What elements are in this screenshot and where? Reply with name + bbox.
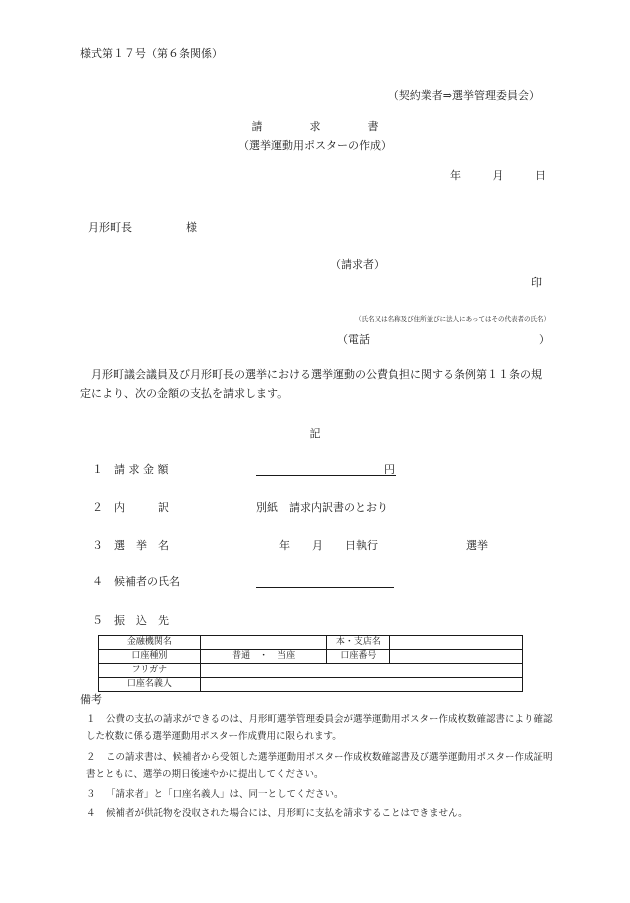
- remark-text: 候補者が供託物を没収された場合には、月形町に支払を請求することはできません。: [106, 808, 468, 819]
- date-month: 月: [492, 169, 504, 182]
- phone-label: （電話: [337, 333, 370, 346]
- remark-item: [86, 786, 556, 803]
- amount-field[interactable]: [256, 462, 396, 476]
- election-year: 年: [279, 539, 290, 552]
- document-title: 請 求 書: [251, 120, 397, 133]
- account-number-field[interactable]: [390, 650, 523, 664]
- election-day: 日執行: [345, 539, 378, 552]
- furigana-field[interactable]: [200, 664, 522, 678]
- route-note: （契約業者⇒選挙管理委員会）: [387, 89, 540, 102]
- addressee-honorific: 様: [186, 221, 197, 234]
- remark-number: ３: [86, 789, 96, 800]
- remark-item: [86, 805, 556, 822]
- item-amount-label: １ 請 求 金 額: [92, 463, 169, 476]
- bank-name-label: 金融機関名: [99, 636, 201, 650]
- ki-heading: 記: [309, 427, 321, 440]
- requester-label: （請求者）: [330, 258, 385, 271]
- branch-field[interactable]: [390, 636, 523, 650]
- addressee: [88, 221, 197, 234]
- document-subtitle: （選挙運動用ポスターの作成）: [238, 139, 392, 152]
- remark-number: ４: [86, 808, 96, 819]
- election-date: [279, 539, 378, 552]
- table-row: [99, 636, 523, 650]
- election-kind: 選挙: [466, 539, 488, 552]
- account-type-value[interactable]: 普通 ・ 当座: [200, 650, 327, 664]
- bank-name-field[interactable]: [200, 636, 327, 650]
- remarks-title: 備考: [80, 693, 102, 706]
- bank-table: [98, 635, 523, 692]
- date-row: [422, 169, 546, 182]
- breakdown-value: 別紙 請求内訳書のとおり: [256, 501, 388, 514]
- date-year: 年: [450, 169, 461, 182]
- account-holder-field[interactable]: [200, 678, 522, 692]
- item-breakdown-label: ２ 内 訳: [92, 501, 169, 514]
- request-body: 月形町議会議員及び月形町長の選挙における選挙運動の公費負担に関する条例第１１条の規定により、次の金額の支払を請求します。: [80, 368, 542, 400]
- furigana-label: フリガナ: [99, 664, 201, 678]
- remark-item: [86, 749, 556, 783]
- account-holder-label: 口座名義人: [99, 678, 201, 692]
- addressee-name: 月形町長: [88, 221, 132, 234]
- table-row: [99, 678, 523, 692]
- account-type-label: 口座種別: [99, 650, 201, 664]
- remark-text: 公費の支払の請求ができるのは、月形町選挙管理委員会が選挙運動用ポスター作成枚数確認書により確認した枚数に係る選挙運動用ポスター作成費用に限られます。: [86, 714, 553, 742]
- phone-close: ）: [539, 333, 550, 346]
- candidate-name-field[interactable]: [256, 574, 394, 588]
- remark-text: 「請求者」と「口座名義人」は、同一としてください。: [106, 789, 344, 800]
- account-number-label: 口座番号: [327, 650, 390, 664]
- remark-number: ２: [86, 752, 96, 763]
- remark-number: １: [86, 714, 96, 725]
- remark-item: [86, 711, 556, 745]
- seal-mark: 印: [531, 276, 542, 289]
- table-row: [99, 664, 523, 678]
- date-day: 日: [535, 169, 546, 182]
- item-election-label: ３ 選 挙 名: [92, 539, 169, 552]
- branch-label: 本・支店名: [327, 636, 390, 650]
- item-candidate-label: ４ 候補者の氏名: [92, 575, 180, 588]
- election-month: 月: [312, 539, 323, 552]
- name-note: （氏名又は名称及び住所並びに法人にあってはその代表者の氏名）: [355, 315, 550, 323]
- remark-text: この請求書は、候補者から受領した選挙運動用ポスター作成枚数確認書及び選挙運動用ポスター作成証明書とともに、選挙の期日後速やかに提出してください。: [86, 752, 553, 780]
- table-row: [99, 650, 523, 664]
- yen-unit: 円: [384, 463, 395, 476]
- item-transfer-label: ５ 振 込 先: [92, 614, 169, 627]
- form-number: 様式第１７号（第６条関係）: [80, 47, 223, 60]
